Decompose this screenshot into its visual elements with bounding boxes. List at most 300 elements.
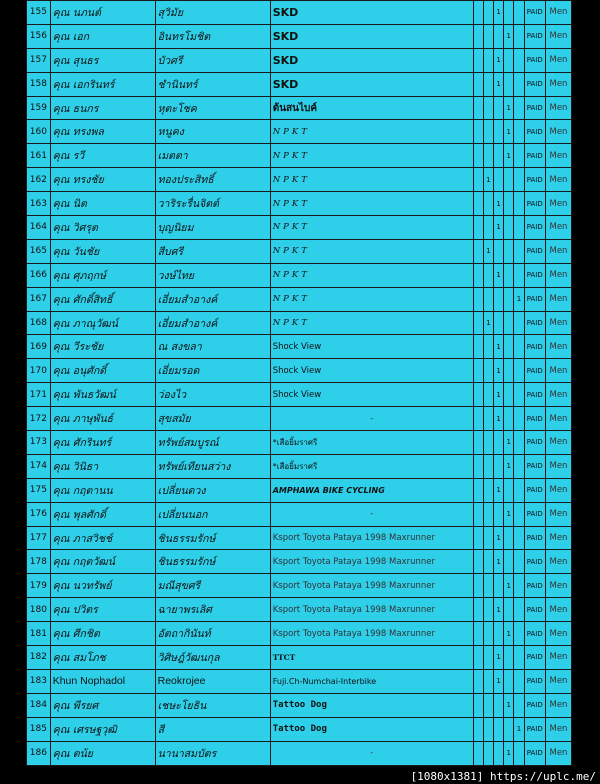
check-mark: 1 — [504, 454, 514, 478]
mark-column-2 — [483, 598, 493, 622]
mark-column-4 — [504, 359, 514, 383]
mark-column-1 — [473, 502, 483, 526]
first-name: คุณ ภาษุพันธ์ — [50, 407, 155, 431]
row-number: 172 — [27, 407, 51, 431]
table-row — [27, 526, 572, 550]
paid-status: PAID — [524, 168, 545, 192]
mark-column-2 — [483, 478, 493, 502]
category: Men — [545, 120, 571, 144]
row-number: 157 — [27, 48, 51, 72]
category: Men — [545, 717, 571, 741]
last-name: ชำนินทร์ — [155, 72, 270, 96]
registration-table — [26, 0, 572, 766]
paid-status: PAID — [524, 359, 545, 383]
first-name: คุณ ศักดิ์สิทธิ์ — [50, 287, 155, 311]
mark-column-1 — [473, 168, 483, 192]
table-row — [27, 669, 572, 693]
mark-column-5 — [514, 1, 524, 25]
team-name: Fuji.Ch-Numchai-Interbike — [270, 669, 473, 693]
category: Men — [545, 359, 571, 383]
mark-column-1 — [473, 24, 483, 48]
paid-status: PAID — [524, 216, 545, 240]
mark-column-4 — [504, 407, 514, 431]
first-name: คุณ วิศรุต — [50, 216, 155, 240]
paid-status: PAID — [524, 574, 545, 598]
last-name: บุญนิยม — [155, 216, 270, 240]
mark-column-1 — [473, 574, 483, 598]
mark-column-4 — [504, 72, 514, 96]
check-mark: 1 — [504, 120, 514, 144]
row-number: 165 — [27, 239, 51, 263]
team-name: NPKT — [270, 192, 473, 216]
check-mark: 1 — [504, 741, 514, 765]
first-name: คุณ กฤตวัฒน์ — [50, 550, 155, 574]
mark-column-1 — [473, 478, 483, 502]
check-mark: 1 — [494, 598, 504, 622]
mark-column-2 — [483, 741, 493, 765]
first-name: คุณ เอก — [50, 24, 155, 48]
row-number: 180 — [27, 598, 51, 622]
paid-status: PAID — [524, 478, 545, 502]
mark-column-2 — [483, 96, 493, 120]
check-mark: 1 — [494, 48, 504, 72]
paid-status: PAID — [524, 239, 545, 263]
mark-column-5 — [514, 741, 524, 765]
mark-column-4 — [504, 646, 514, 670]
team-name: SKD — [270, 24, 473, 48]
mark-column-1 — [473, 741, 483, 765]
mark-column-1 — [473, 598, 483, 622]
paid-status: PAID — [524, 550, 545, 574]
check-mark: 1 — [514, 717, 524, 741]
last-name: ณ สงขลา — [155, 335, 270, 359]
paid-status: PAID — [524, 407, 545, 431]
mark-column-5 — [514, 646, 524, 670]
first-name: คุณ นิต — [50, 192, 155, 216]
row-number: 162 — [27, 168, 51, 192]
table-row — [27, 239, 572, 263]
mark-column-3 — [494, 622, 504, 646]
table-row — [27, 717, 572, 741]
mark-column-2 — [483, 1, 493, 25]
image-size-watermark: [1080x1381] https://uplc.me/ — [410, 770, 596, 783]
mark-column-3 — [494, 431, 504, 455]
first-name: คุณ ศีกชิต — [50, 622, 155, 646]
first-name: คุณ ทรงชัย — [50, 168, 155, 192]
mark-column-5 — [514, 454, 524, 478]
mark-column-5 — [514, 96, 524, 120]
registration-table-body — [27, 1, 572, 766]
table-row — [27, 454, 572, 478]
paid-status: PAID — [524, 454, 545, 478]
category: Men — [545, 144, 571, 168]
category: Men — [545, 192, 571, 216]
category: Men — [545, 96, 571, 120]
last-name: สีบศรี — [155, 239, 270, 263]
check-mark: 1 — [483, 239, 493, 263]
mark-column-1 — [473, 239, 483, 263]
paid-status: PAID — [524, 646, 545, 670]
last-name: เอี่ยมสำอางค์ — [155, 287, 270, 311]
mark-column-1 — [473, 383, 483, 407]
category: Men — [545, 263, 571, 287]
check-mark: 1 — [494, 263, 504, 287]
mark-column-1 — [473, 192, 483, 216]
mark-column-2 — [483, 359, 493, 383]
table-row — [27, 311, 572, 335]
paid-status: PAID — [524, 287, 545, 311]
check-mark: 1 — [494, 72, 504, 96]
mark-column-1 — [473, 622, 483, 646]
paid-status: PAID — [524, 72, 545, 96]
mark-column-2 — [483, 717, 493, 741]
last-name: สุวิมัย — [155, 1, 270, 25]
paid-status: PAID — [524, 622, 545, 646]
mark-column-5 — [514, 48, 524, 72]
mark-column-4 — [504, 383, 514, 407]
last-name: ว่องไว — [155, 383, 270, 407]
mark-column-5 — [514, 168, 524, 192]
last-name: อินทรโมชิต — [155, 24, 270, 48]
first-name: คุณ ภาณุวัฒน์ — [50, 311, 155, 335]
team-name: SKD — [270, 72, 473, 96]
team-name: NPKT — [270, 216, 473, 240]
mark-column-5 — [514, 526, 524, 550]
mark-column-4 — [504, 598, 514, 622]
paid-status: PAID — [524, 693, 545, 717]
mark-column-3 — [494, 168, 504, 192]
mark-column-3 — [494, 311, 504, 335]
category: Men — [545, 431, 571, 455]
mark-column-5 — [514, 574, 524, 598]
last-name: เชษะโยธิน — [155, 693, 270, 717]
row-number: 158 — [27, 72, 51, 96]
mark-column-1 — [473, 216, 483, 240]
mark-column-4 — [504, 168, 514, 192]
mark-column-2 — [483, 383, 493, 407]
mark-column-5 — [514, 216, 524, 240]
first-name: คุณ พุลศักดิ์ — [50, 502, 155, 526]
row-number: 160 — [27, 120, 51, 144]
category: Men — [545, 72, 571, 96]
mark-column-2 — [483, 120, 493, 144]
category: Men — [545, 239, 571, 263]
paid-status: PAID — [524, 48, 545, 72]
last-name: ทรัพย์เทียนสว่าง — [155, 454, 270, 478]
paid-status: PAID — [524, 120, 545, 144]
mark-column-4 — [504, 717, 514, 741]
team-name: - — [270, 741, 473, 765]
mark-column-3 — [494, 693, 504, 717]
table-row — [27, 48, 572, 72]
team-name: - — [270, 502, 473, 526]
check-mark: 1 — [494, 216, 504, 240]
last-name: เปลี่ยนนอก — [155, 502, 270, 526]
mark-column-5 — [514, 407, 524, 431]
team-name: NPKT — [270, 311, 473, 335]
last-name: นานาสมบัตร — [155, 741, 270, 765]
row-number: 182 — [27, 646, 51, 670]
row-number: 164 — [27, 216, 51, 240]
table-row — [27, 574, 572, 598]
check-mark: 1 — [494, 335, 504, 359]
mark-column-2 — [483, 48, 493, 72]
last-name: ทรัพย์สมบูรณ์ — [155, 431, 270, 455]
row-number: 170 — [27, 359, 51, 383]
row-number: 174 — [27, 454, 51, 478]
team-name: Shock View — [270, 383, 473, 407]
paid-status: PAID — [524, 383, 545, 407]
last-name: อัตถากินันท์ — [155, 622, 270, 646]
mark-column-3 — [494, 717, 504, 741]
first-name: คุณ ธนกร — [50, 96, 155, 120]
category: Men — [545, 622, 571, 646]
row-number: 161 — [27, 144, 51, 168]
row-number: 171 — [27, 383, 51, 407]
mark-column-3 — [494, 120, 504, 144]
mark-column-1 — [473, 646, 483, 670]
mark-column-1 — [473, 526, 483, 550]
table-row — [27, 383, 572, 407]
paid-status: PAID — [524, 717, 545, 741]
team-name: SKD — [270, 1, 473, 25]
table-row — [27, 359, 572, 383]
mark-column-4 — [504, 311, 514, 335]
mark-column-2 — [483, 335, 493, 359]
mark-column-5 — [514, 24, 524, 48]
first-name: คุณ นภนต์ — [50, 1, 155, 25]
mark-column-2 — [483, 454, 493, 478]
paid-status: PAID — [524, 311, 545, 335]
paid-status: PAID — [524, 96, 545, 120]
mark-column-5 — [514, 263, 524, 287]
mark-column-4 — [504, 192, 514, 216]
mark-column-5 — [514, 335, 524, 359]
mark-column-1 — [473, 72, 483, 96]
first-name: คุณ วีระชัย — [50, 335, 155, 359]
first-name: คุณ กฤตานน — [50, 478, 155, 502]
last-name: หุตะโชค — [155, 96, 270, 120]
last-name: ชินธรรมรักษ์ — [155, 550, 270, 574]
team-name: Tattoo Dog — [270, 693, 473, 717]
last-name: วาริระรื่นจิตต์ — [155, 192, 270, 216]
row-number: 177 — [27, 526, 51, 550]
team-name: ต้นสนไบค์ — [270, 96, 473, 120]
table-row — [27, 263, 572, 287]
check-mark: 1 — [504, 693, 514, 717]
category: Men — [545, 550, 571, 574]
paid-status: PAID — [524, 24, 545, 48]
last-name: ชินธรรมรักษ์ — [155, 526, 270, 550]
table-row — [27, 96, 572, 120]
mark-column-2 — [483, 574, 493, 598]
mark-column-5 — [514, 383, 524, 407]
mark-column-5 — [514, 478, 524, 502]
team-name: - — [270, 407, 473, 431]
mark-column-5 — [514, 311, 524, 335]
mark-column-5 — [514, 598, 524, 622]
mark-column-2 — [483, 407, 493, 431]
first-name: คุณ พันธวัฒน์ — [50, 383, 155, 407]
mark-column-5 — [514, 120, 524, 144]
team-name: *เสือยิ้มราศรี — [270, 454, 473, 478]
paid-status: PAID — [524, 502, 545, 526]
last-name: เอี่ยมรอด — [155, 359, 270, 383]
paid-status: PAID — [524, 741, 545, 765]
team-name: Shock View — [270, 335, 473, 359]
first-name: คุณ อนุศักดิ์ — [50, 359, 155, 383]
table-row — [27, 478, 572, 502]
mark-column-5 — [514, 669, 524, 693]
team-name: Ksport Toyota Pataya 1998 Maxrunner — [270, 526, 473, 550]
paid-status: PAID — [524, 192, 545, 216]
last-name: ทองประสิทธิ์ — [155, 168, 270, 192]
check-mark: 1 — [494, 192, 504, 216]
mark-column-2 — [483, 622, 493, 646]
category: Men — [545, 574, 571, 598]
mark-column-2 — [483, 669, 493, 693]
last-name: หนูคง — [155, 120, 270, 144]
mark-column-4 — [504, 550, 514, 574]
mark-column-2 — [483, 646, 493, 670]
paid-status: PAID — [524, 598, 545, 622]
mark-column-4 — [504, 287, 514, 311]
first-name: คุณ เอกรินทร์ — [50, 72, 155, 96]
table-row — [27, 550, 572, 574]
category: Men — [545, 287, 571, 311]
check-mark: 1 — [483, 311, 493, 335]
mark-column-3 — [494, 144, 504, 168]
first-name: คุณ วินิธา — [50, 454, 155, 478]
row-number: 168 — [27, 311, 51, 335]
mark-column-5 — [514, 72, 524, 96]
row-number: 176 — [27, 502, 51, 526]
mark-column-5 — [514, 192, 524, 216]
first-name: คุณ วันชัย — [50, 239, 155, 263]
table-row — [27, 1, 572, 25]
team-name: NPKT — [270, 263, 473, 287]
table-row — [27, 287, 572, 311]
check-mark: 1 — [504, 502, 514, 526]
registration-sheet — [26, 0, 572, 765]
table-row — [27, 192, 572, 216]
mark-column-2 — [483, 24, 493, 48]
paid-status: PAID — [524, 335, 545, 359]
last-name: เอี่ยมสำอางค์ — [155, 311, 270, 335]
last-name: Reokrojee — [155, 669, 270, 693]
table-row — [27, 335, 572, 359]
mark-column-5 — [514, 431, 524, 455]
mark-column-3 — [494, 502, 504, 526]
mark-column-3 — [494, 24, 504, 48]
mark-column-2 — [483, 263, 493, 287]
team-name: Ksport Toyota Pataya 1998 Maxrunner — [270, 550, 473, 574]
category: Men — [545, 407, 571, 431]
table-row — [27, 598, 572, 622]
row-number: 185 — [27, 717, 51, 741]
table-row — [27, 646, 572, 670]
category: Men — [545, 383, 571, 407]
paid-status: PAID — [524, 669, 545, 693]
row-number: 163 — [27, 192, 51, 216]
category: Men — [545, 311, 571, 335]
mark-column-2 — [483, 144, 493, 168]
category: Men — [545, 335, 571, 359]
last-name: ฉายาพรเลิศ — [155, 598, 270, 622]
mark-column-3 — [494, 454, 504, 478]
first-name: คุณ นวทรัพย์ — [50, 574, 155, 598]
check-mark: 1 — [494, 478, 504, 502]
mark-column-1 — [473, 263, 483, 287]
mark-column-4 — [504, 263, 514, 287]
row-number: 175 — [27, 478, 51, 502]
team-name: Ksport Toyota Pataya 1998 Maxrunner — [270, 598, 473, 622]
table-row — [27, 693, 572, 717]
category: Men — [545, 48, 571, 72]
first-name: คุณ เศรษฐวุฒิ — [50, 717, 155, 741]
paid-status: PAID — [524, 431, 545, 455]
team-name: NPKT — [270, 120, 473, 144]
last-name: เมตตา — [155, 144, 270, 168]
category: Men — [545, 669, 571, 693]
mark-column-3 — [494, 574, 504, 598]
first-name: คุณ สุนธร — [50, 48, 155, 72]
table-row — [27, 622, 572, 646]
category: Men — [545, 741, 571, 765]
check-mark: 1 — [494, 1, 504, 25]
mark-column-3 — [494, 741, 504, 765]
first-name: คุณ พีรยศ — [50, 693, 155, 717]
check-mark: 1 — [504, 144, 514, 168]
first-name: คุณ รวี — [50, 144, 155, 168]
last-name: สุขสมัย — [155, 407, 270, 431]
mark-column-4 — [504, 335, 514, 359]
mark-column-3 — [494, 96, 504, 120]
check-mark: 1 — [494, 669, 504, 693]
mark-column-4 — [504, 1, 514, 25]
mark-column-4 — [504, 478, 514, 502]
mark-column-5 — [514, 693, 524, 717]
team-name: NPKT — [270, 144, 473, 168]
mark-column-1 — [473, 287, 483, 311]
table-row — [27, 407, 572, 431]
team-name: Ksport Toyota Pataya 1998 Maxrunner — [270, 622, 473, 646]
row-number: 183 — [27, 669, 51, 693]
table-row — [27, 502, 572, 526]
mark-column-4 — [504, 669, 514, 693]
mark-column-1 — [473, 693, 483, 717]
mark-column-1 — [473, 550, 483, 574]
mark-column-2 — [483, 287, 493, 311]
mark-column-4 — [504, 239, 514, 263]
category: Men — [545, 693, 571, 717]
row-number: 178 — [27, 550, 51, 574]
category: Men — [545, 478, 571, 502]
mark-column-1 — [473, 669, 483, 693]
mark-column-5 — [514, 359, 524, 383]
team-name: Ksport Toyota Pataya 1998 Maxrunner — [270, 574, 473, 598]
first-name: คุณ ภาสวิชช์ — [50, 526, 155, 550]
mark-column-3 — [494, 239, 504, 263]
mark-column-5 — [514, 622, 524, 646]
first-name: คุณ ตน้ย — [50, 741, 155, 765]
check-mark: 1 — [494, 526, 504, 550]
mark-column-4 — [504, 526, 514, 550]
category: Men — [545, 216, 571, 240]
mark-column-2 — [483, 502, 493, 526]
mark-column-1 — [473, 120, 483, 144]
category: Men — [545, 526, 571, 550]
